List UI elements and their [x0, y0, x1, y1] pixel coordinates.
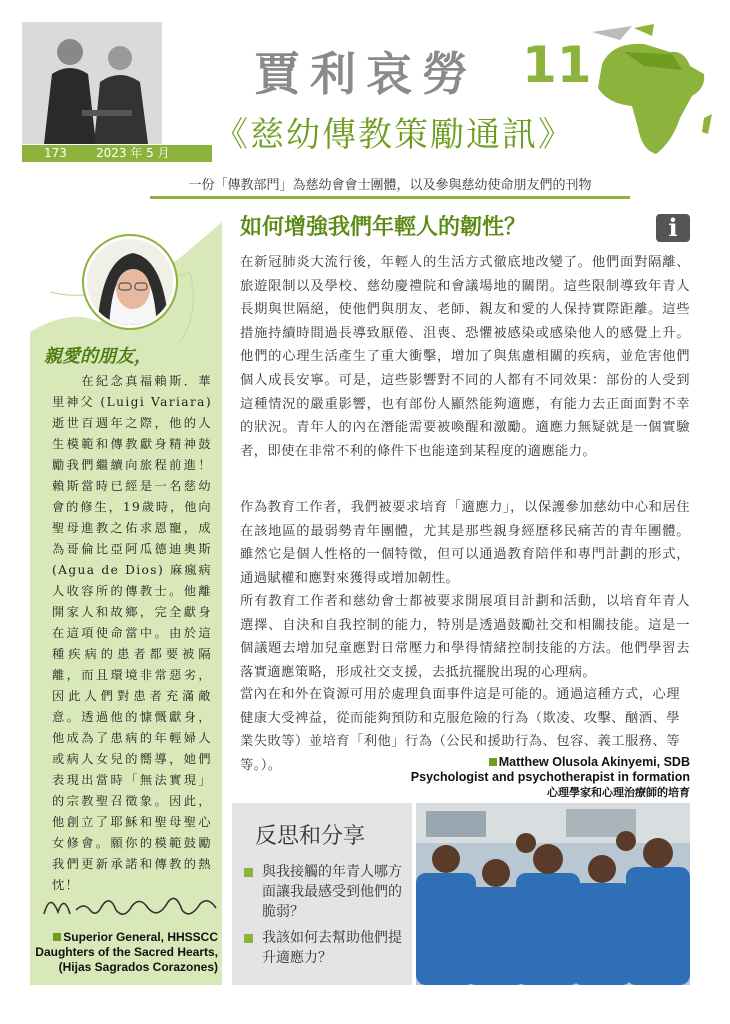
letter-greeting: 親愛的朋友，	[44, 346, 152, 367]
author-role-chinese: 心理學家和心理治療師的培育	[547, 786, 690, 799]
newsletter-subtitle: 《慈幼傳教策勵通訊》	[214, 115, 574, 155]
bullet-square-icon	[53, 933, 61, 941]
author-portrait	[84, 236, 176, 328]
author-role: Psychologist and psychotherapist in formation	[410, 770, 690, 784]
bullet-square-icon	[489, 758, 497, 766]
issue-date: 2023 年 5 月	[96, 146, 170, 160]
founders-photo	[22, 22, 162, 144]
bullet-square-icon	[244, 868, 253, 877]
reflection-question: 與我接觸的年青人哪方面讓我最感受到他們的脆弱？	[244, 862, 404, 922]
masthead-number: 11	[522, 36, 592, 94]
letter-body: 在紀念真福賴斯．華里神父 (Luigi Variara) 逝世百週年之際，他的人生模範和傳教獻身精神鼓勵我們繼續向旅程前進！賴斯當時已經是一名慈幼會的修生，19歲時，他向聖母進教之佑求恩寵，成為哥倫比亞阿瓜德迪奧斯 (Agua de Dios) 麻瘋病人收容所的傳教士。他離開家人和故鄉，完全獻身在這項使命當中。由於這種疾病的患者都要被隔離，而且環境非常惡劣，因此人們對患者充滿敵意。透過他的慷慨獻身，他成為了患病的年輕婦人或病人女兒的嚮導，她們表現出當時「無法實現」的宗教聖召徵象。因此，他創立了耶穌和聖母聖心女修會。願你的模範鼓勵我們更新承諾和傳教的熱忱！	[52, 374, 212, 892]
bullet-square-icon	[244, 934, 253, 943]
divider	[150, 196, 630, 199]
handwritten-signature	[40, 884, 220, 926]
issue-number: 173	[44, 146, 67, 160]
article-paragraph: 所有教育工作者和慈幼會士都被要求開展項目計劃和活動，以培育年青人選擇、自決和自我控制的能力，特別是透過鼓勵社交和相關技能。這是一個議題去增加兒童應對日常壓力和學得情緒控制技能的方法。他們學習去落實適應策略，形成社交支援，去抵抗擺脫出現的心理病。	[240, 594, 690, 680]
reflection-question: 我該如何去幫助他們提升適應力？	[244, 928, 404, 968]
info-icon: i	[656, 214, 690, 242]
article-paragraph: 在新冠肺炎大流行後，年輕人的生活方式徹底地改變了。他們面對隔離、旅遊限制以及學校、慈幼慶禮院和會議場地的關閉。這些限制導致年青人長期與世隔絕，使他們與朋友、老師、親友和愛的人保持實際距離。這些措施持續時間過長導致厭倦、沮喪、恐懼被感染或感染他人的感覺上升。他們的心理生活產生了重大衝擊，增加了與焦慮相關的疾病，並危害他們個人成長安寧。可是，這些影響對不同的人都有不同效果：部份的人受到這種情況的嚴重影響，也有部份人顯然能夠適應，有能力去正面面對不幸的狀況。青年人的內在潛能需要被喚醒和激勵。適應力無疑就是一個實驗者，即使在非常不利的條件下也能達到某程度的適應能力。	[240, 255, 690, 459]
africa-logo-icon	[572, 22, 722, 162]
masthead-title: 賈利哀勞	[254, 47, 478, 101]
article-paragraph: 作為教育工作者，我們被要求培育「適應力」，以保護參加慈幼中心和居住在該地區的最弱勢青年團體，尤其是那些親身經歷移民痛苦的青年團體。 雖然它是個人性格的一個特徵，但可以通過教育陪伴和專門計劃的形式，通過賦權和應對來獲得或增加韌性。	[240, 500, 690, 586]
youth-group-photo	[416, 803, 690, 985]
article-headline: 如何增強我們年輕人的韌性？	[240, 215, 527, 240]
article-paragraph: 當內在和外在資源可用於處理負面事件這是可能的。通過這種方式，心理健康大受裨益，從而能夠預防和克服危險的行為（欺凌、攻擊、酗酒、學業失敗等）並培育「利他」行為（公民和援助行為、包容、義工服務、等等。）。	[240, 687, 680, 773]
tagline: 一份「傳教部門」為慈幼會會士團體，以及參與慈幼使命朋友們的刊物	[188, 178, 592, 193]
author-name: Matthew Olusola Akinyemi, SDB	[498, 755, 690, 769]
signer-title: Superior General, HHSSCC Daughters of the Sacred Hearts, (Hijas Sagrados Corazones)	[35, 930, 218, 974]
issue-bar	[22, 145, 212, 162]
reflection-title: 反思和分享	[255, 824, 366, 849]
article-author	[360, 755, 690, 800]
